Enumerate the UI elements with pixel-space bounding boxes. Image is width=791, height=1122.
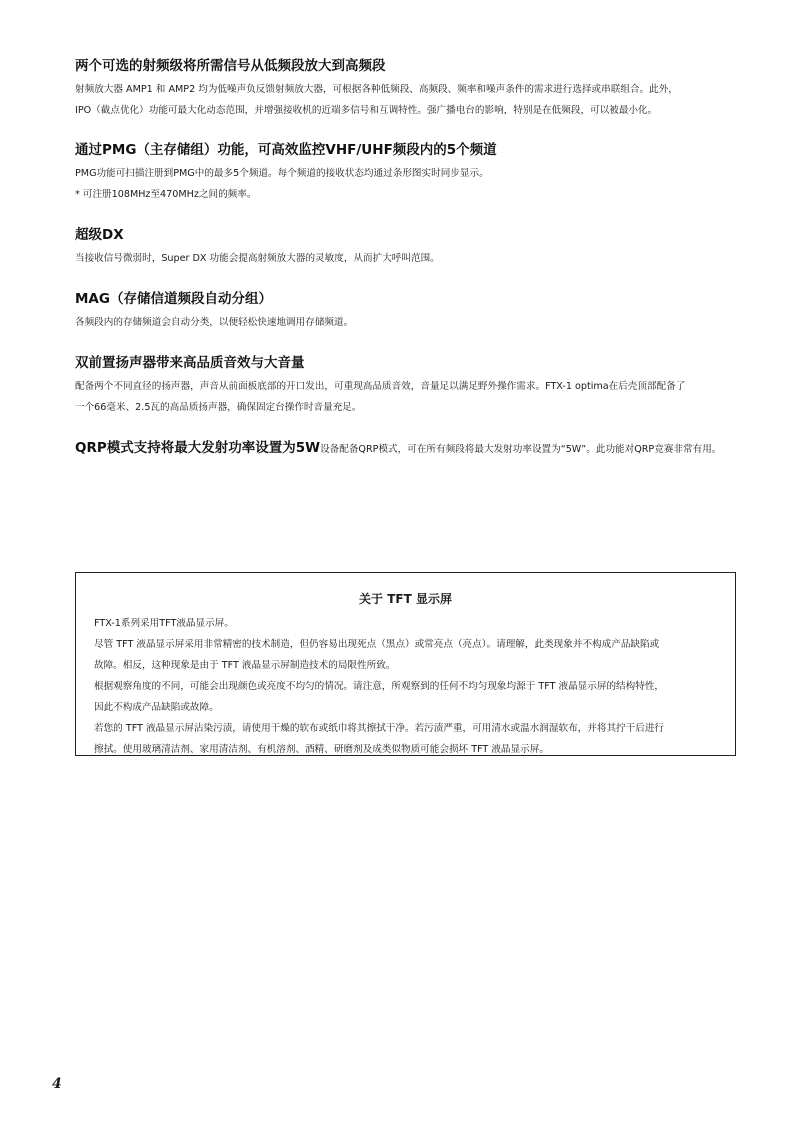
section-text-line: 射频放大器 AMP1 和 AMP2 均为低噪声负反馈射频放大器，可根据各种低频段、高频段、频率和噪声条件的需求进行选择或串联组合。此外， — [75, 84, 678, 95]
section-qrp — [75, 439, 745, 457]
section-heading: MAG（存储信道频段自动分组） — [75, 291, 272, 307]
notice-text-line: 擦拭。使用玻璃清洁剂、家用清洁剂、有机溶剂、酒精、研磨剂及成类似物质可能会损坏 TFT 液晶显示屏。 — [94, 744, 549, 755]
notice-text-line: FTX-1系列采用TFT液晶显示屏。 — [94, 618, 234, 629]
section-text-line: 一个66毫米、2.5瓦的高品质扬声器，确保固定台操作时音量充足。 — [75, 402, 362, 413]
page-number: 4 — [52, 1076, 62, 1092]
section-heading: 两个可选的射频级将所需信号从低频段放大到高频段 — [75, 58, 386, 74]
section-text-line: * 可注册108MHz至470MHz之间的频率。 — [75, 189, 257, 200]
tft-notice-box — [75, 572, 736, 756]
section-super-dx — [75, 226, 745, 269]
section-heading: 超级DX — [75, 227, 124, 243]
section-rf-amp — [75, 57, 745, 121]
section-heading: 双前置扬声器带来高品质音效与大音量 — [75, 355, 305, 371]
notice-text-line: 若您的 TFT 液晶显示屏沾染污渍，请使用干燥的软布或纸巾将其擦拭干净。若污渍严重，可用清水或温水润湿软布，并将其拧干后进行 — [94, 723, 665, 734]
section-text-line: 当接收信号微弱时，Super DX 功能会提高射频放大器的灵敏度，从而扩大呼叫范围。 — [75, 253, 440, 264]
notice-title: 关于 TFT 显示屏 — [359, 592, 452, 606]
section-mag — [75, 290, 745, 333]
notice-text-line: 尽管 TFT 液晶显示屏采用非常精密的技术制造，但仍容易出现死点（黑点）或常亮点（亮点）。请理解，此类现象并不构成产品缺陷或 — [94, 639, 660, 650]
section-pmg — [75, 141, 745, 205]
notice-text-line: 因此不构成产品缺陷或故障。 — [94, 702, 219, 713]
section-text-line: 配备两个不同直径的扬声器，声音从前面板底部的开口发出，可重现高品质音效，音量足以满足野外操作需求。FTX-1 optima在后壳顶部配备了 — [75, 381, 686, 392]
notice-text-line: 故障。相反，这种现象是由于 TFT 液晶显示屏制造技术的局限性所致。 — [94, 660, 396, 671]
section-text-line: IPO（截点优化）功能可最大化动态范围，并增强接收机的近端多信号和互调特性。强广播电台的影响，特别是在低频段，可以被最小化。 — [75, 105, 658, 116]
section-heading: 通过PMG（主存储组）功能，可高效监控VHF/UHF频段内的5个频道 — [75, 142, 497, 158]
qrp-heading: QRP模式支持将最大发射功率设置为5W — [75, 440, 321, 456]
section-speakers — [75, 354, 745, 418]
section-text-line: 各频段内的存储频道会自动分类，以便轻松快速地调用存储频道。 — [75, 317, 354, 328]
qrp-text: 设备配备QRP模式，可在所有频段将最大发射功率设置为“5W”。此功能对QRP竞赛非常有用。 — [320, 444, 722, 455]
section-text-line: PMG功能可扫描注册到PMG中的最多5个频道。每个频道的接收状态均通过条形图实时同步显示。 — [75, 168, 489, 179]
notice-text-line: 根据观察角度的不同，可能会出现颜色或亮度不均匀的情况。请注意，所观察到的任何不均匀现象均源于 TFT 液晶显示屏的结构特性， — [94, 681, 665, 692]
